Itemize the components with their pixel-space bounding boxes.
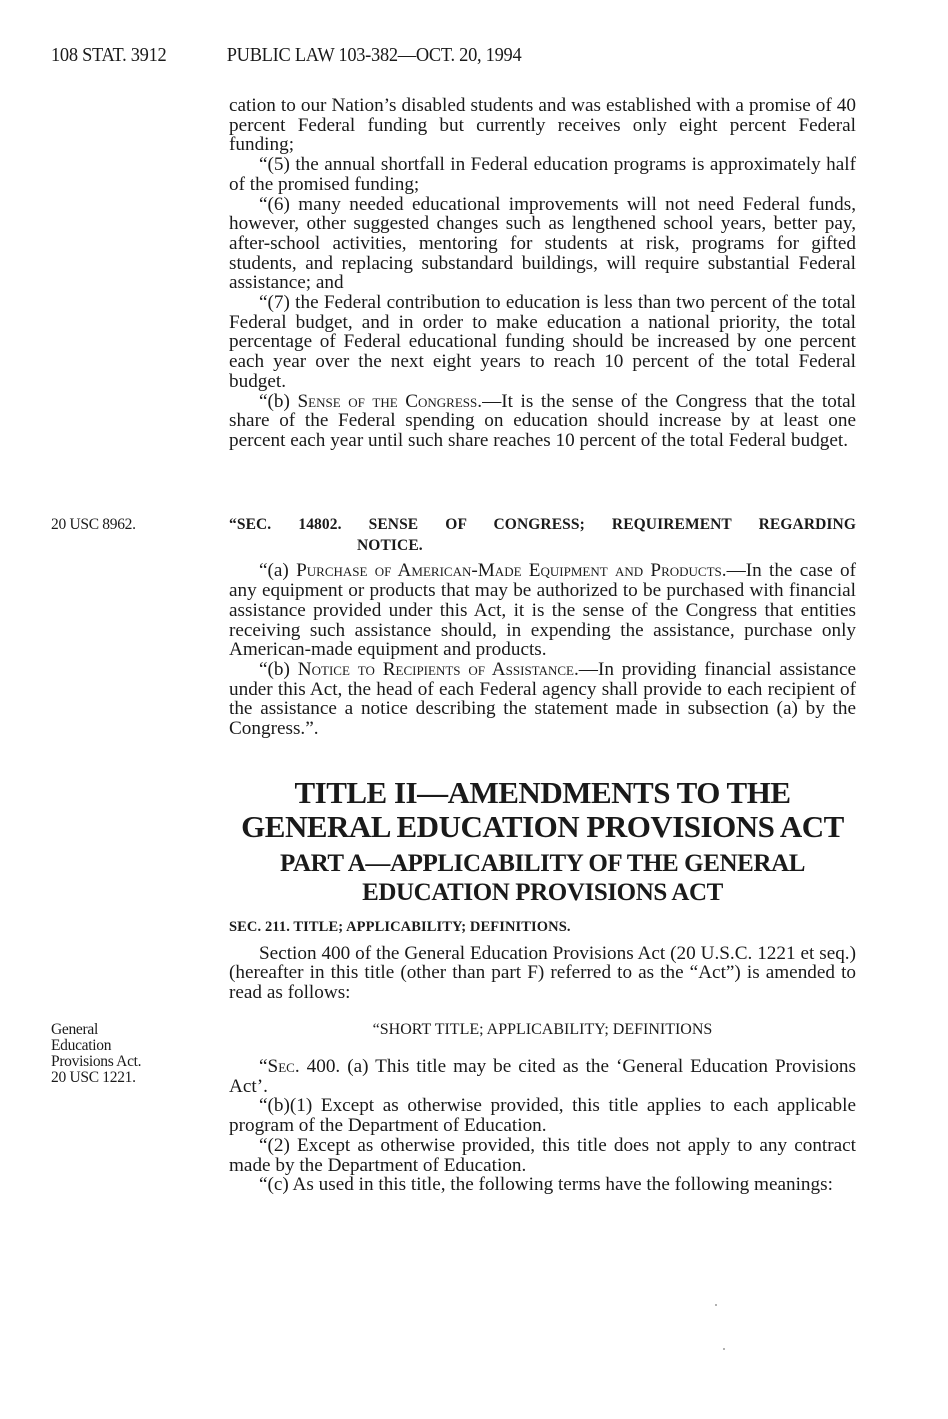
sec-14802-block <box>229 515 856 739</box>
subsection-a <box>229 561 856 660</box>
sec-14802-heading <box>229 515 856 535</box>
sec-400-b2: “(2) Except as otherwise provided, this title does not apply to any contract made by the Department of Education. <box>229 1134 856 1176</box>
sec-heading-line1: “SEC. 14802. SENSE OF CONGRESS; REQUIREMENT REGARDING <box>229 516 856 533</box>
scan-speck <box>715 1304 717 1306</box>
margin-note-usc-8962: 20 USC 8962. <box>51 516 136 533</box>
sec-400-a <box>229 1057 856 1096</box>
title-ii-heading <box>229 776 856 844</box>
subsection-label: “(b) <box>259 658 298 680</box>
sec-211-intro: Section 400 of the General Education Provisions Act (20 U.S.C. 1221 et seq.) (hereafter in this title (other than part F) referred to as the “Act”) is amended to read as follows: <box>229 942 856 1004</box>
margin-note-gepa <box>51 1022 141 1086</box>
part-a-heading <box>229 849 856 907</box>
sec-label: Sec. <box>267 1056 300 1077</box>
sec-400-b1: “(b)(1) Except as otherwise provided, this title applies to each applicable program of the Department of Education. <box>229 1095 856 1137</box>
sec-211-block <box>229 918 856 1003</box>
part-line1: PART A—APPLICABILITY OF THE GENERAL <box>279 850 806 877</box>
finding-5: “(5) the annual shortfall in Federal education programs is approximately half of the promised funding; <box>229 154 856 195</box>
scan-speck <box>723 1348 725 1350</box>
short-title-subheading: “SHORT TITLE; APPLICABILITY; DEFINITIONS <box>372 1021 713 1038</box>
subsection-text: —It is the sense of the Congress that the total share of the Federal spending on education should increase by at least one percent each year until such share reaches 10 percent of the total Federal budget. <box>229 390 857 451</box>
continuation-paragraph: cation to our Nation’s disabled students and was established with a promise of 40 percent Federal funding but currently receives only eight percent Federal funding; <box>229 95 856 156</box>
part-line2: EDUCATION PROVISIONS ACT <box>362 879 723 906</box>
subsection-heading: Sense of the Congress. <box>297 390 483 412</box>
finding-7: “(7) the Federal contribution to education is less than two percent of the total Federal budget, and in order to make education a national priority, the total percentage of Federal educational funding should be increased by one percent each year over the next eight years to reach 10 percent of the total Federal budget. <box>229 292 856 392</box>
margin-note-line: General <box>51 1021 98 1038</box>
subsection-label: “(a) <box>259 560 297 582</box>
title-line2: GENERAL EDUCATION PROVISIONS ACT <box>241 809 844 844</box>
subsection-text: —In providing financial assistance under this Act, the head of each Federal agency shall provide to each recipient of the assistance a notice describing the statement made in subsection (a) by the Congress.”. <box>229 658 856 740</box>
margin-note-line: Provisions Act. <box>51 1053 142 1070</box>
subsection-text: —In the case of any equipment or products that may be authorized to be purchased with financial assistance provided under this Act, it is the sense of the Congress that entities receiving such assistance should, in expending the assistance, purchase only American-made equipment and products. <box>229 560 857 661</box>
sec-400-block <box>229 1057 856 1195</box>
stat-page-number: 108 STAT. 3912 <box>51 44 167 66</box>
sec-heading-line2: NOTICE. <box>357 536 423 554</box>
subsection-b <box>229 660 856 739</box>
margin-note-line: Education <box>51 1037 112 1054</box>
quote-mark: “ <box>259 1056 268 1077</box>
sec-400-c: “(c) As used in this title, the following terms have the following meanings: <box>259 1174 833 1196</box>
subsection-heading: Notice to Recipients of Assistance. <box>297 658 579 680</box>
sense-of-congress-paragraph <box>229 392 856 451</box>
subsection-heading: Purchase of American-Made Equipment and Products. <box>296 560 727 582</box>
subsection-label: “(b) <box>259 390 298 412</box>
public-law-title: PUBLIC LAW 103-382—OCT. 20, 1994 <box>226 44 522 66</box>
sec-400-a-text: 400. (a) This title may be cited as the ‘General Education Provisions Act’. <box>229 1056 856 1097</box>
finding-6: “(6) many needed educational improvements will not need Federal funds, however, other suggested changes such as lengthened school years, better pay, after-school activities, mentoring for students at risk, programs for gifted students, and replacing substandard buildings, will require substantial Federal assistance; and <box>229 193 856 294</box>
title-line1: TITLE II—AMENDMENTS TO THE <box>294 775 791 810</box>
findings-block <box>229 96 856 451</box>
margin-note-line: 20 USC 1221. <box>51 1069 136 1086</box>
sec-211-heading: SEC. 211. TITLE; APPLICABILITY; DEFINITIONS. <box>229 919 571 935</box>
